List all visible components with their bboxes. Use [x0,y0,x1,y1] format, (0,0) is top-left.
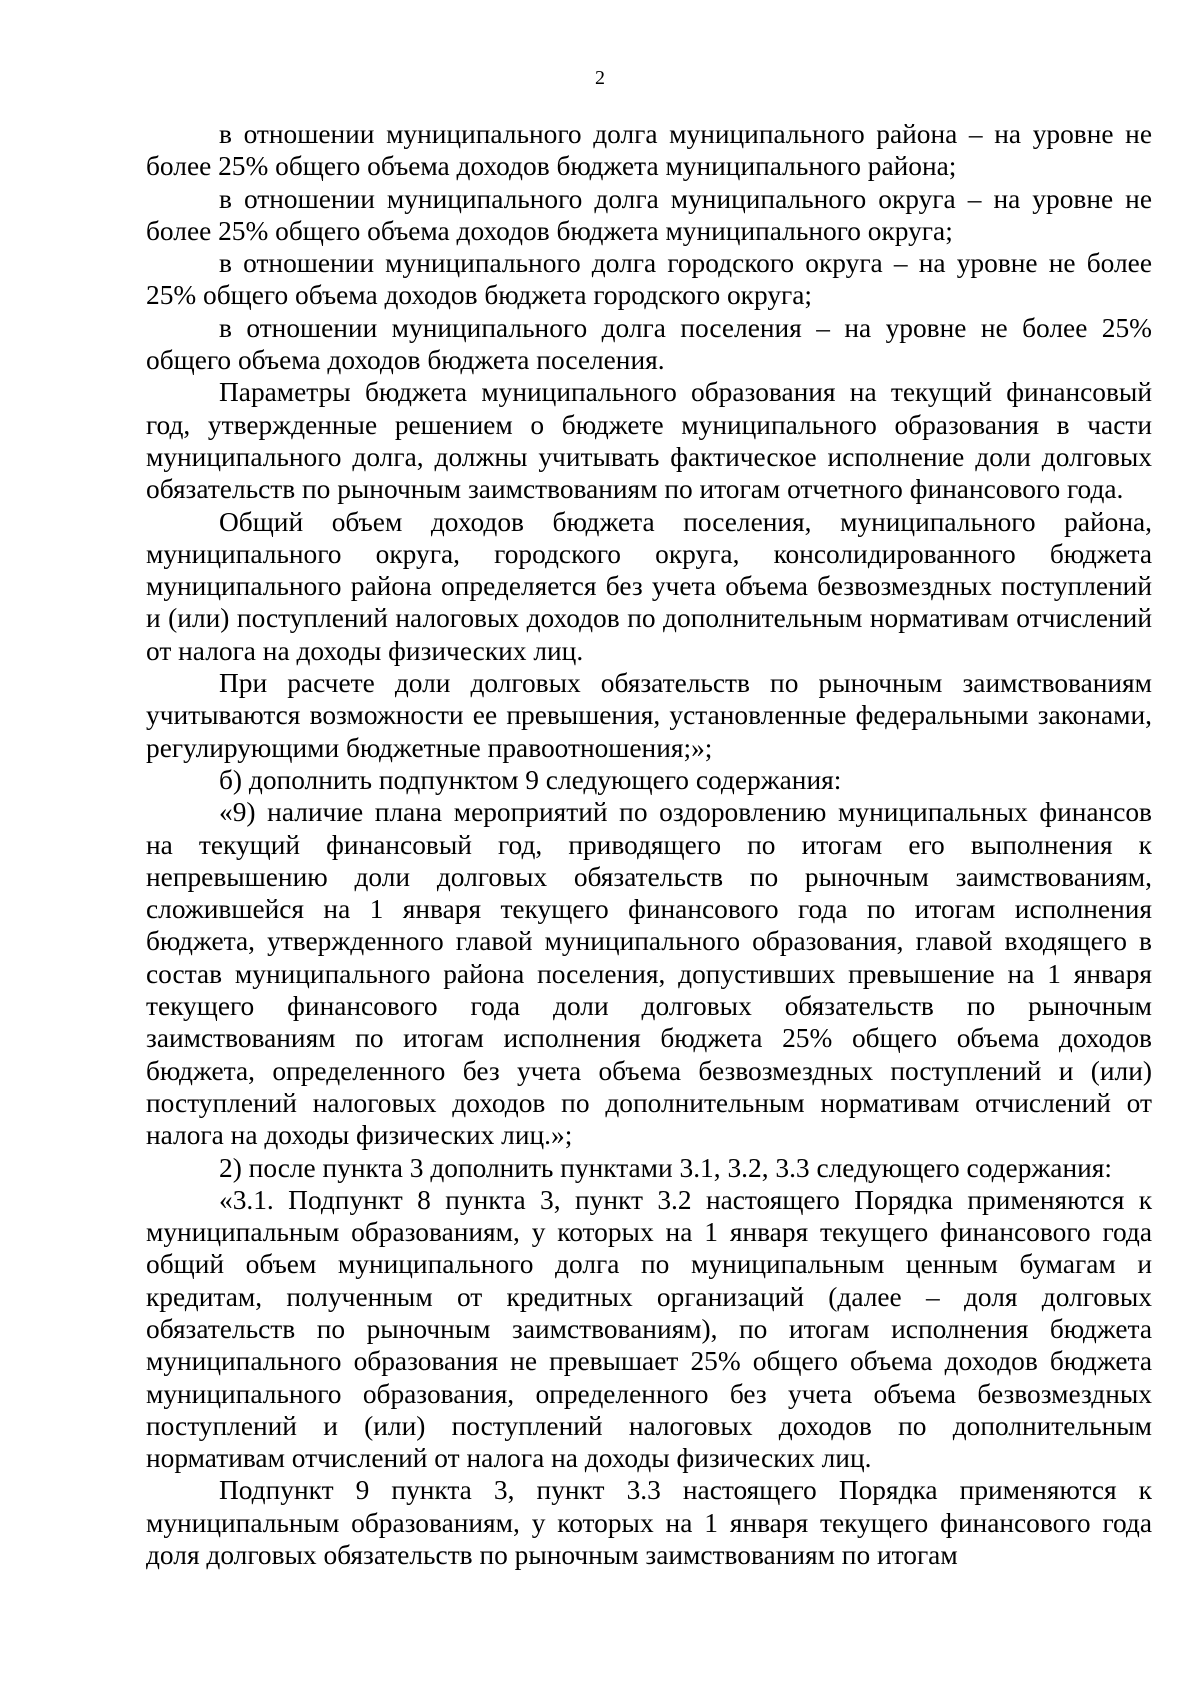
paragraph-okrug-debt: в отношении муниципального долга муниципального округа – на уровне не более 25% общего объема доходов бюджета муниципального округа; [146,183,1152,246]
paragraph-item-3-1: «3.1. Подпункт 8 пункта 3, пункт 3.2 настоящего Порядка применяются к муниципальным образованиям, у которых на 1 января текущего финансового года общий объем муниципального долга по муниципальным ценным бумагам и кредитам, полученным от кредитных организаций (далее – доля долговых обязательств по рыночным заимствованиям), по итогам исполнения бюджета муниципального образования не превышает 25% общего объема доходов бюджета муниципального образования, определенного без учета объема безвозмездных поступлений и (или) поступлений налоговых доходов по дополнительным нормативам отчислений от налога на доходы физических лиц. [146,1184,1152,1474]
paragraph-settlement-debt: в отношении муниципального долга поселения – на уровне не более 25% общего объема доходов бюджета поселения. [146,312,1152,376]
paragraph-total-revenue: Общий объем доходов бюджета поселения, муниципального района, муниципального округа, городского округа, консолидированного бюджета муниципального района определяется без учета объема безвозмездных поступлений и (или) поступлений налоговых доходов по дополнительным нормативам отчислений от налога на доходы физических лиц. [146,506,1152,666]
paragraph-district-debt: в отношении муниципального долга муниципального района – на уровне не более 25% общего объема доходов бюджета муниципального района; [146,119,1152,182]
paragraph-item-2: 2) после пункта 3 дополнить пунктами 3.1, 3.2, 3.3 следующего содержания: [219,1152,1112,1183]
paragraph-subitem-9-applicability: Подпункт 9 пункта 3, пункт 3.3 настоящего Порядка применяются к муниципальным образованиям, у которых на 1 января текущего финансового года доля долговых обязательств по рыночным заимствованиям по итогам [146,1475,1152,1571]
paragraph-subitem-9: «9) наличие плана мероприятий по оздоровлению муниципальных финансов на текущий финансовый год, приводящего по итогам его выполнения к непревышению доли долговых обязательств по рыночным заимствованиям, сложившейся на 1 января текущего финансового года по итогам исполнения бюджета, утвержденного главой муниципального образования, главой входящего в состав муниципального района поселения, допустивших превышение на 1 января текущего финансового года доли долговых обязательств по рыночным заимствованиям по итогам исполнения бюджета 25% общего объема доходов бюджета, определенного без учета объема безвозмездных поступлений и (или) поступлений налоговых доходов по дополнительным нормативам отчислений от налога на доходы физических лиц.»; [146,797,1152,1151]
page-number: 2 [595,67,605,89]
paragraph-excess-calculation: При расчете доли долговых обязательств по рыночным заимствованиям учитываются возможности ее превышения, установленные федеральными законами, регулирующими бюджетные правоотношения;»; [146,668,1152,763]
paragraph-subitem-b: б) дополнить подпунктом 9 следующего содержания: [219,764,842,795]
document-body [146,118,1152,1571]
paragraph-budget-parameters: Параметры бюджета муниципального образования на текущий финансовый год, утвержденные решением о бюджете муниципального образования в части муниципального долга, должны учитывать фактическое исполнение доли долговых обязательств по рыночным заимствованиям по итогам отчетного финансового года. [146,377,1152,505]
paragraph-city-okrug-debt: в отношении муниципального долга городского округа – на уровне не более 25% общего объема доходов бюджета городского округа; [146,248,1152,311]
